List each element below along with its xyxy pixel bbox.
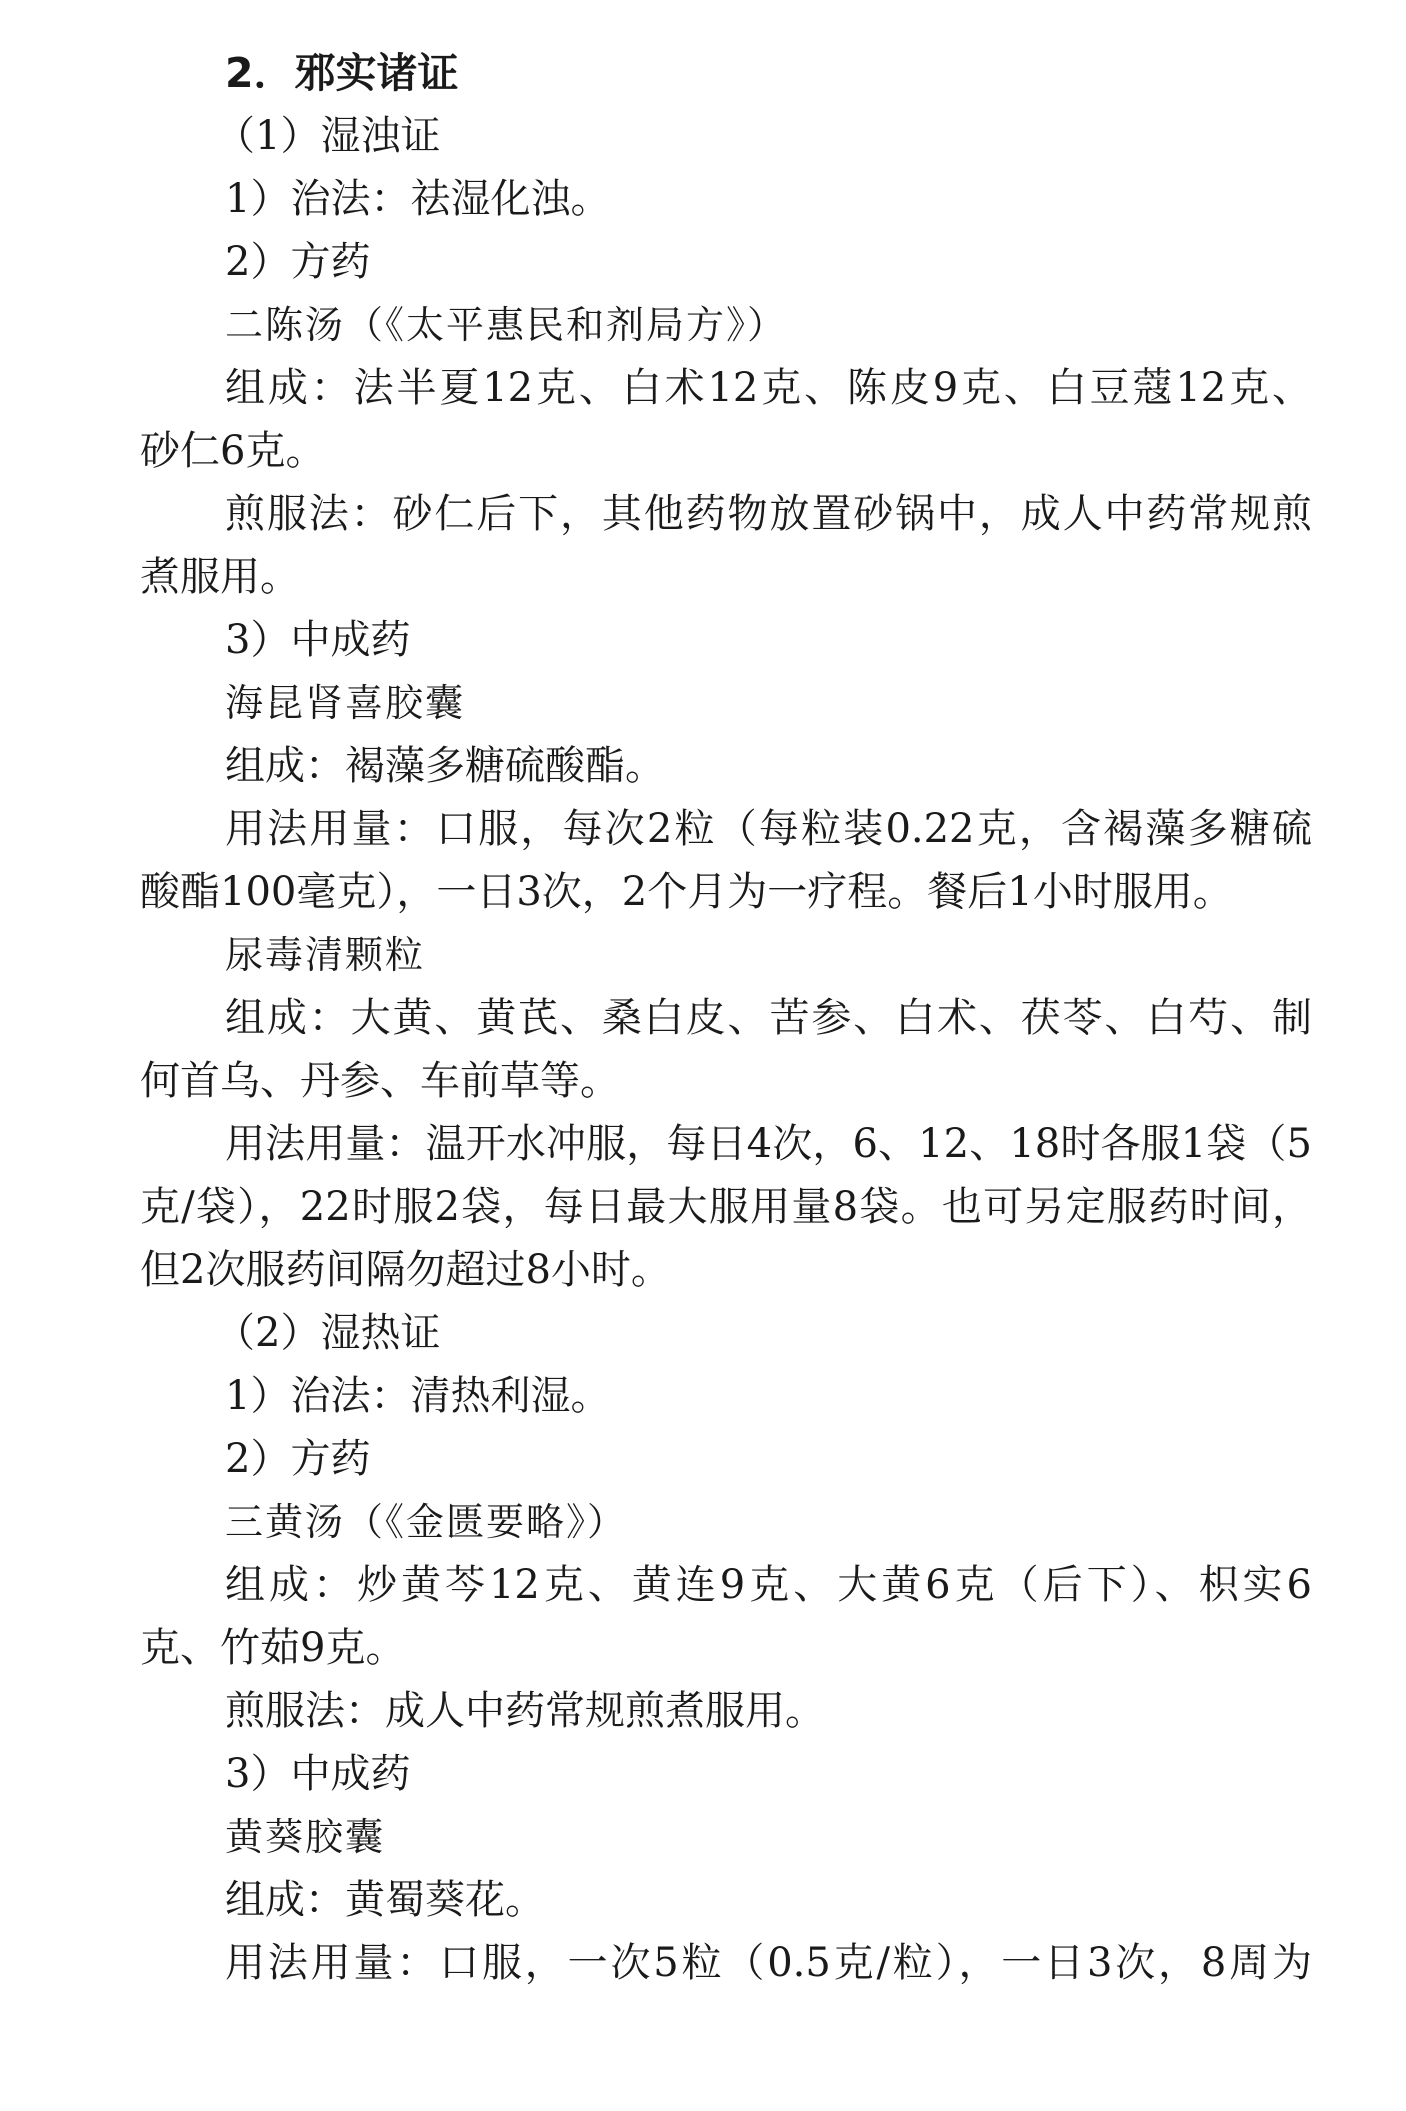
patent-medicine-usage-line: 但2次服药间隔勿超过8小时。 — [140, 1247, 671, 1293]
patent-medicine-composition-line: 何首乌、丹参、车前草等。 — [140, 1058, 620, 1104]
formula-label: 2）方药 — [225, 239, 371, 285]
patent-medicine-usage-line: 克/袋），22时服2袋，每日最大服用量8袋。也可另定服药时间， — [140, 1184, 1312, 1230]
patent-medicine-name: 黄葵胶囊 — [225, 1815, 386, 1859]
patent-medicine-composition: 组成：黄蜀葵花。 — [225, 1877, 545, 1923]
treatment-method: 1）治法：清热利湿。 — [225, 1373, 611, 1419]
formula-composition-line: 组成：法半夏12克、白术12克、陈皮9克、白豆蔻12克、 — [225, 365, 1312, 411]
patent-medicine-usage-line: 用法用量：口服，一次5粒（0.5克/粒），一日3次，8周为 — [225, 1940, 1312, 1986]
section-heading: 2．邪实诸证 — [225, 49, 459, 97]
decoction-method-line: 煎服法：成人中药常规煎煮服用。 — [225, 1688, 825, 1734]
formula-composition-line: 组成：炒黄芩12克、黄连9克、大黄6克（后下）、枳实6 — [225, 1562, 1312, 1608]
patent-medicine-name: 海昆肾喜胶囊 — [225, 681, 466, 725]
formula-name: 三黄汤（《金匮要略》） — [225, 1500, 628, 1544]
patent-medicine-composition: 组成：褐藻多糖硫酸酯。 — [225, 743, 665, 789]
formula-composition-line: 砂仁6克。 — [140, 428, 326, 474]
treatment-method: 1）治法：祛湿化浊。 — [225, 176, 611, 222]
patent-medicine-label: 3）中成药 — [225, 617, 411, 663]
formula-label: 2）方药 — [225, 1436, 371, 1482]
patent-medicine-name: 尿毒清颗粒 — [225, 933, 426, 977]
patent-medicine-label: 3）中成药 — [225, 1751, 411, 1797]
patent-medicine-composition-line: 组成：大黄、黄芪、桑白皮、苦参、白术、茯苓、白芍、制 — [225, 995, 1312, 1041]
decoction-method-line: 煎服法：砂仁后下，其他药物放置砂锅中，成人中药常规煎 — [225, 491, 1312, 537]
formula-composition-line: 克、竹茹9克。 — [140, 1625, 406, 1671]
formula-name: 二陈汤（《太平惠民和剂局方》） — [225, 303, 788, 347]
decoction-method-line: 煮服用。 — [140, 554, 300, 600]
patent-medicine-usage-line: 用法用量：口服，每次2粒（每粒装0.22克，含褐藻多糖硫 — [225, 806, 1312, 852]
subheading-damp-turbidity: （1）湿浊证 — [215, 113, 441, 159]
subheading-damp-heat: （2）湿热证 — [215, 1310, 441, 1356]
patent-medicine-usage-line: 用法用量：温开水冲服，每日4次，6、12、18时各服1袋（5 — [225, 1121, 1312, 1167]
patent-medicine-usage-line: 酸酯100毫克），一日3次，2个月为一疗程。餐后1小时服用。 — [140, 869, 1233, 915]
